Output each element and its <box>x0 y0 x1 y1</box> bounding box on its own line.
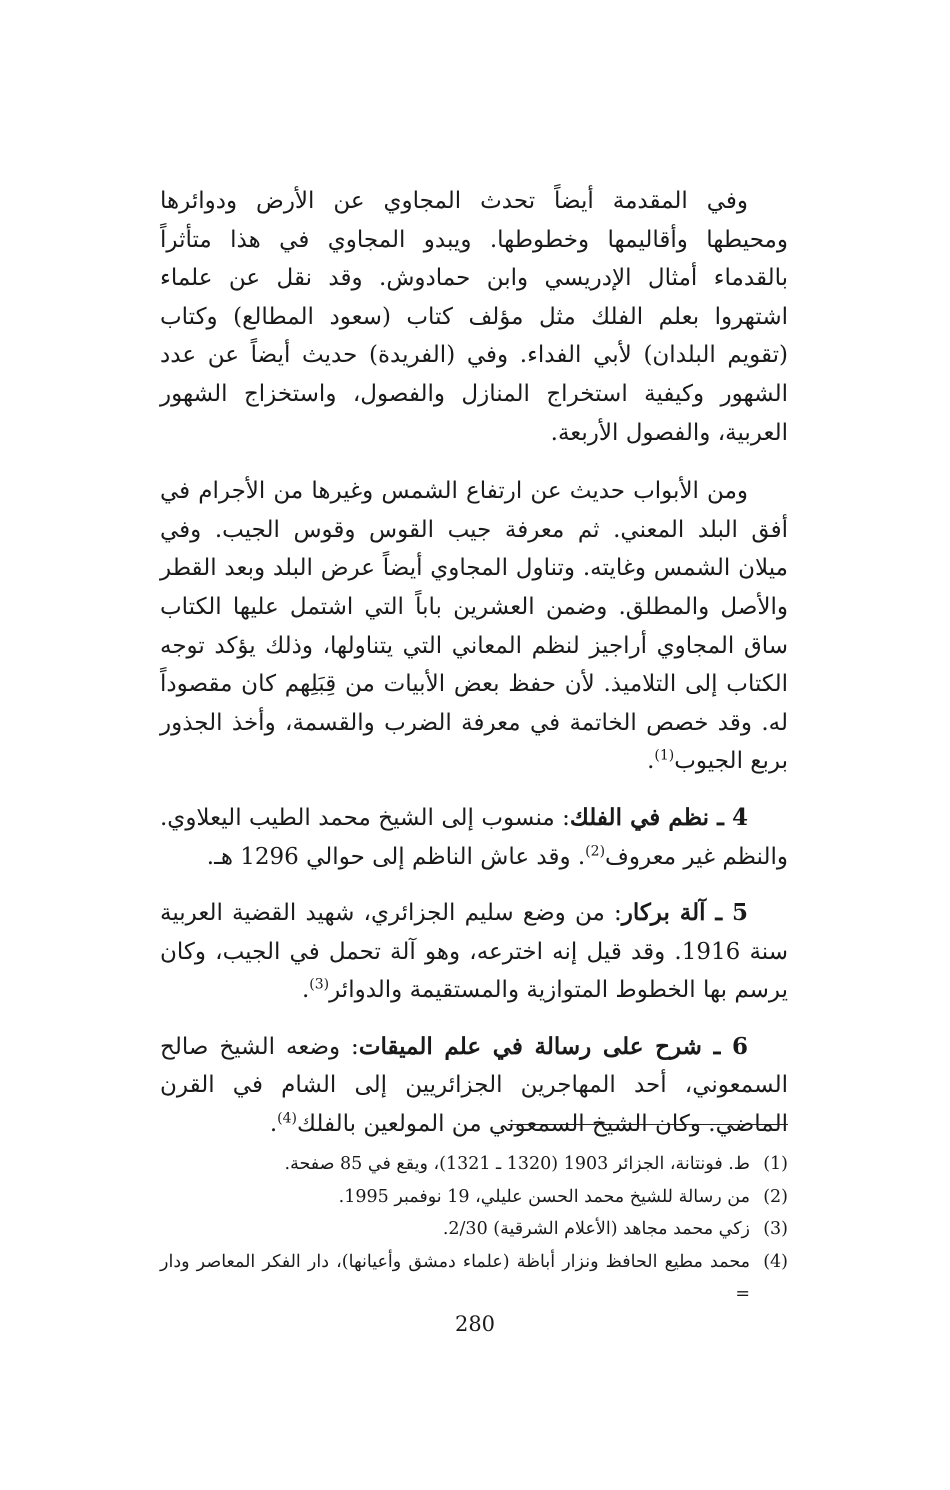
footnote-1 <box>160 1148 788 1181</box>
footnote-ref-4: (4) <box>277 1110 297 1127</box>
paragraph-earth-regions: وفي المقدمة أيضاً تحدث المجاوي عن الأرض ودوائرها ومحيطها وأقاليمها وخطوطها. ويبدو المجاوي في هذا متأثراً بالقدماء أمثال الإدريسي وابن حمادوش. وقد نقل عن علماء اشتهروا بعلم الفلك مثل مؤلف كتاب (سعود المطالع) وكتاب (تقويم البلدان) لأبي الفداء. وفي (الفريدة) حديث أيضاً عن عدد الشهور وكيفية استخراج المنازل والفصول، واستخزاج الشهور العربية، والفصول الأربعة. <box>160 188 788 446</box>
footnote-number: (4) <box>763 1251 788 1272</box>
footnote-3 <box>160 1213 788 1246</box>
footnote-number: (1) <box>763 1154 788 1174</box>
section-6-title: 6 ـ شرح على رسالة في علم الميقات <box>358 1032 748 1060</box>
footnote-text: محمد مطيع الحافظ ونزار أباظة (علماء دمشق وأعيانها)، دار الفكر المعاصر ودار = <box>160 1251 750 1304</box>
footnote-text: زكي محمد مجاهد (الأعلام الشرقية) 2/30. <box>442 1219 750 1239</box>
main-text <box>160 182 788 1162</box>
page-number: 280 <box>454 1312 496 1336</box>
footnote-separator <box>508 1124 788 1125</box>
section-4-title: 4 ـ نظم في الفلك <box>569 803 749 831</box>
section-5-title: 5 ـ آلة بركار <box>621 899 748 927</box>
footnote-ref-1: (1) <box>654 747 675 764</box>
paragraph-chapters: ومن الأبواب حديث عن ارتفاع الشمس وغيرها من الأجرام في أفق البلد المعني. ثم معرفة جيب القوس وقوس الجيب. وفي ميلان الشمس وغايته. وتناول المجاوي أيضاً عرض البلد وبعد القطر والأصل والمطلق. وضمن العشرين باباً التي اشتمل عليها الكتاب ساق المجاوي أراجيز لنظم المعاني التي يتناولها، وذلك يؤكد توجه الكتاب إلى التلاميذ. لأن حفظ بعض الأبيات من قِبَلِهم كان مقصوداً له. وقد خصص الخاتمة في معرفة الضرب والقسمة، وأخذ الجذور بربع الجيوب$^{(1)}$. <box>160 478 788 775</box>
footnotes <box>160 1148 788 1311</box>
footnote-ref-3: (3) <box>309 976 330 993</box>
footnote-text: ط. فونتانة، الجزائر 1903 (1320 ـ 1321)، ويقع في 85 صفحة. <box>284 1154 750 1174</box>
footnote-number: (2) <box>763 1186 788 1207</box>
footnote-text: من رسالة للشيخ محمد الحسن عليلي، 19 نوفمبر 1995. <box>338 1186 750 1207</box>
footnote-ref-2: (2) <box>585 842 606 859</box>
section-4-poem-astronomy: 4 ـ نظم في الفلك: منسوب إلى الشيخ محمد الطيب اليعلاوي. والنظم غير معروف$^{(2)}$. وقد عاش الناظم إلى حوالي 1296 هـ. <box>160 803 788 870</box>
footnote-2 <box>160 1181 788 1214</box>
footnote-number: (3) <box>763 1219 788 1239</box>
footnote-4 <box>160 1246 788 1311</box>
section-5-compass: 5 ـ آلة بركار: من وضع سليم الجزائري، شهيد القضية العربية سنة 1916. وقد قيل إنه اخترعه، وهو آلة تحمل في الجيب، وكان يرسم بها الخطوط المتوازية والمستقيمة والدوائر$^{(3)}$. <box>160 899 788 1004</box>
section-6-timekeeping-commentary: 6 ـ شرح على رسالة في علم الميقات: وضعه الشيخ صالح السمعوني، أحد المهاجرين الجزائريين إلى الشام في القرن الماضي. وكان الشيخ السمعوني من المولعين بالفلك$^{(4)}$. <box>160 1032 788 1138</box>
